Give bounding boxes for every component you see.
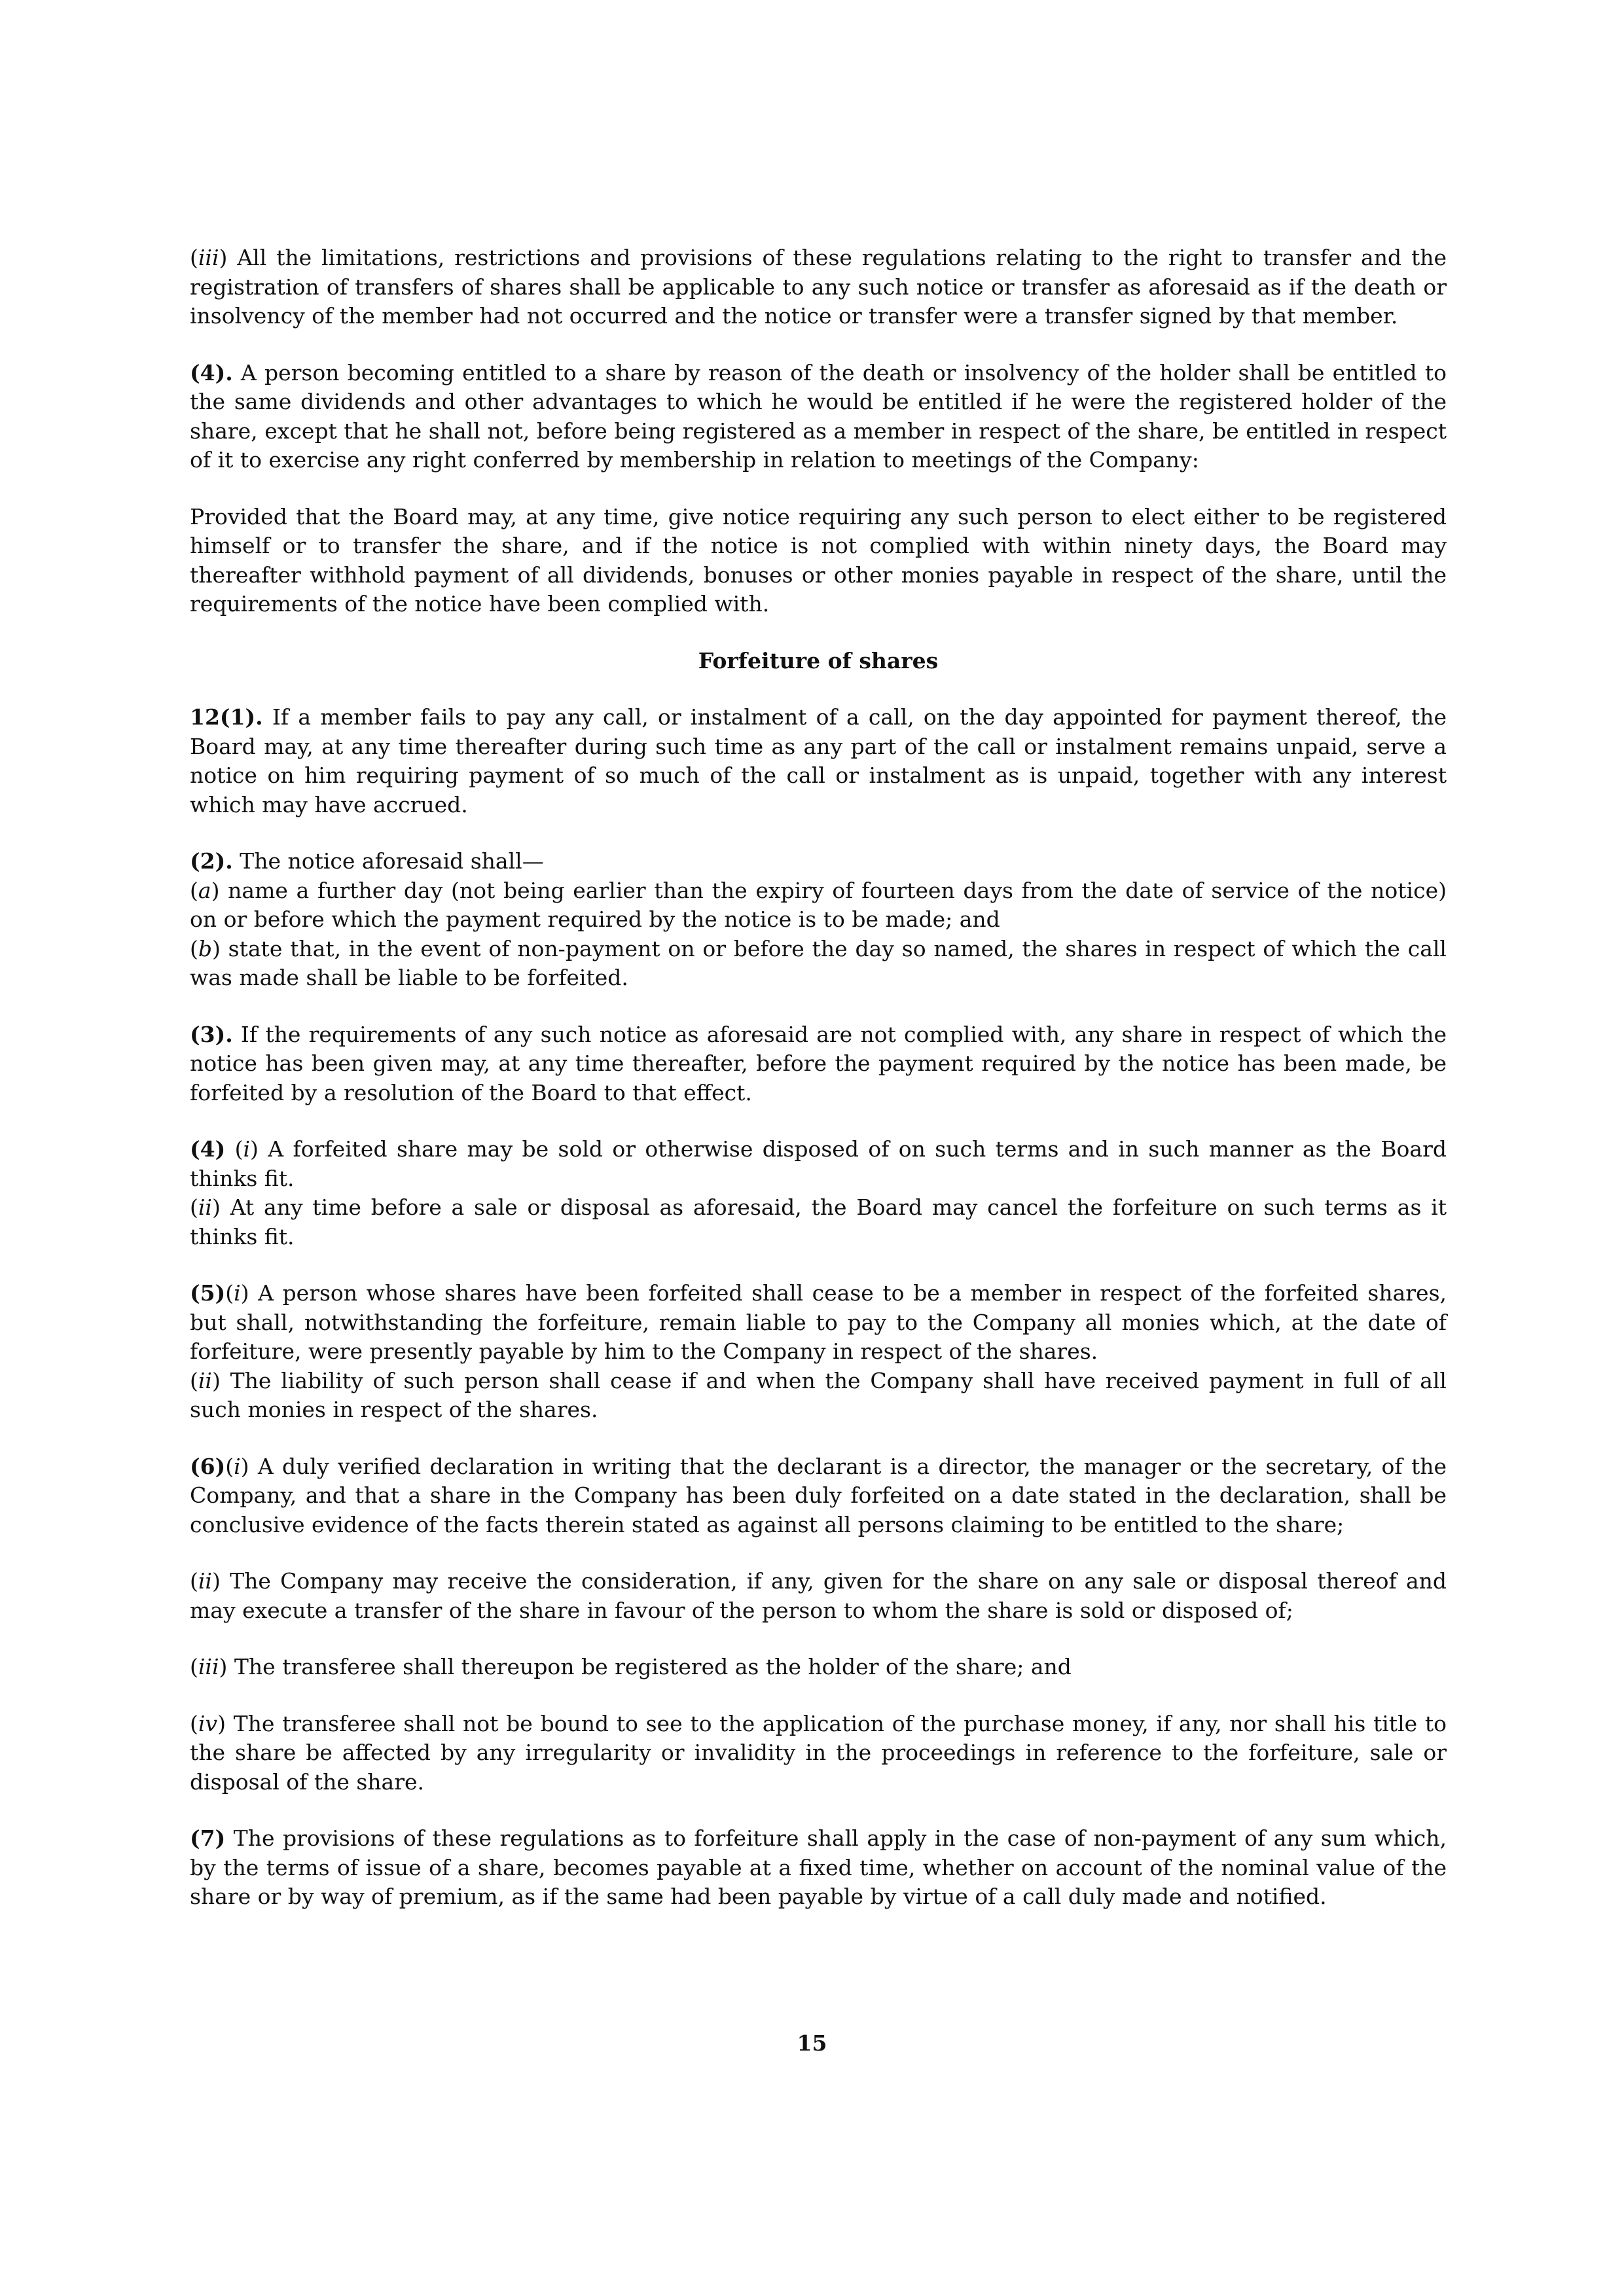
clause-4-forfeited-share: (4) (i) A forfeited share may be sold or otherwise disposed of on such terms and in such manner as the Board thinks fit. (ii) At any time before a sale or disposal as aforesaid, the Board may cancel the forfeiture on such terms as it thinks fit. (190, 1136, 1447, 1249)
clause-sub-label: iv (198, 1710, 218, 1736)
clause-text: If the requirements of any such notice as aforesaid are not complied with, any share in respect of which the notice has been given may, at any time thereafter, before the payment required by the notice has been made, be forfeited by a resolution of the Board to that effect. (190, 1021, 1447, 1105)
clause-iii-transfer-limitations: (iii) All the limitations, restrictions and provisions of these regulations relating to the right to transfer and the registration of transfers of shares shall be applicable to any such notice or transfer as aforesaid as if the death or insolvency of the member had not occurred and the notice or transfer were a transfer signed by that member. (190, 245, 1447, 329)
clause-5-cease-member: (5)(i) A person whose shares have been forfeited shall cease to be a member in respect of the forfeited shares, but shall, notwithstanding the forfeiture, remain liable to pay to the Company all monies which, at the date of forfeiture, were presently payable by him to the Company in respect of the shares. (ii) The liability of such person shall cease if and when the Company shall have received payment in full of all such monies in respect of the shares. (190, 1280, 1447, 1422)
clause-label: (5) (190, 1280, 226, 1306)
clause-label: (3). (190, 1021, 233, 1047)
proviso-text: Provided that the Board may, at any time, give notice requiring any such person to elect either to be registered himself or to transfer the share, and if the notice is not complied with within ninety days, the Board may thereafter withhold payment of all dividends, bonuses or other monies payable in respect of the share, until the requirements of the notice have been complied with. (190, 503, 1447, 617)
clause-text: state that, in the event of non-payment on or before the day so named, the shares in respect of which the call was made shall be liable to be forfeited. (190, 935, 1447, 990)
document-page (190, 243, 1447, 1939)
clause-7-non-payment (190, 1824, 1447, 1912)
clause-text: name a further day (not being earlier than the expiry of fourteen days from the date of service of the notice) on or before which the payment required by the notice is to be made; and (190, 877, 1447, 932)
clause-text: At any time before a sale or disposal as aforesaid, the Board may cancel the forfeiture on such terms as it thinks fit. (190, 1194, 1447, 1249)
clause-text: A person whose shares have been forfeited shall cease to be a member in respect of the forfeited shares, but shall, notwithstanding the forfeiture, remain liable to pay to the Company all monies which, at the date of forfeiture, were presently payable by him to the Company in respect of the shares. (190, 1280, 1447, 1364)
clause-label: (6) (190, 1453, 226, 1479)
proviso-paragraph (190, 503, 1447, 619)
clause-sub-label: i (234, 1280, 241, 1306)
clause-3-forfeit (190, 1020, 1447, 1108)
clause-text: The transferee shall not be bound to see to the application of the purchase money, if any, nor shall his title to the share be affected by any irregularity or invalidity in the proceedings in reference to the forfeiture, sale or disposal of the share. (190, 1710, 1447, 1795)
clause-text: The transferee shall thereupon be registered as the holder of the share; and (227, 1654, 1072, 1679)
clause-label: (4). (190, 359, 233, 386)
page-number: 15 (797, 2030, 827, 2056)
clause-sub-label: a (198, 877, 211, 903)
clause-text: The provisions of these regulations as to forfeiture shall apply in the case of non-payment of any sum which, by the terms of issue of a share, becomes payable at a fixed time, whether on account of the nominal value of the share or by way of premium, as if the same had been payable by virtue of a call duly made and notified. (190, 1825, 1447, 1909)
clause-label: (7) (190, 1825, 226, 1851)
clause-4-entitlement (190, 359, 1447, 475)
clause-6-iii-registration: (iii) The transferee shall thereupon be registered as the holder of the share; and (190, 1654, 1072, 1679)
clause-intro: The notice aforesaid shall— (232, 848, 544, 874)
clause-6-ii-consideration: (ii) The Company may receive the consideration, if any, given for the share on any sale or disposal thereof and may execute a transfer of the share in favour of the person to whom the share is sold or disposed of; (190, 1568, 1447, 1623)
clause-sub-label: i (234, 1453, 241, 1479)
clause-text: A duly verified declaration in writing that the declarant is a director, the manager or the secretary, of the Company, and that a share in the Company has been duly forfeited on a date stated in the declaration, shall be conclusive evidence of the facts therein stated as against all persons claiming to be entitled to the share; (190, 1453, 1447, 1537)
clause-12-1 (190, 703, 1447, 819)
clause-sub-label: iii (198, 245, 219, 270)
clause-text: If a member fails to pay any call, or instalment of a call, on the day appointed for payment thereof, the Board may, at any time thereafter during such time as any part of the call or instalment remains unpaid, serve a notice on him requiring payment of so much of the call or instalment as is unpaid, together with any interest which may have accrued. (190, 704, 1447, 817)
clause-sub-label: iii (198, 1654, 219, 1679)
section-heading: Forfeiture of shares (698, 647, 939, 673)
clause-text: All the limitations, restrictions and provisions of these regulations relating to the right to transfer and the registration of transfers of shares shall be applicable to any such notice or transfer as aforesaid as if the death or insolvency of the member had not occurred and the notice or transfer were a transfer signed by that member. (190, 245, 1447, 329)
clause-text: The liability of such person shall cease if and when the Company shall have received payment in full of all such monies in respect of the shares. (190, 1367, 1447, 1422)
clause-sub-label: ii (198, 1367, 212, 1393)
clause-label: 12(1). (190, 704, 263, 730)
clause-label: (2). (190, 848, 233, 874)
clause-6-i-declaration: (6)(i) A duly verified declaration in writing that the declarant is a director, the manager or the secretary, of the Company, and that a share in the Company has been duly forfeited on a date stated in the declaration, shall be conclusive evidence of the facts therein stated as against all persons claiming to be entitled to the share; (190, 1453, 1447, 1537)
clause-text: A person becoming entitled to a share by reason of the death or insolvency of the holder shall be entitled to the same dividends and other advantages to which he would be entitled if he were the registered holder of the share, except that he shall not, before being registered as a member in respect of the share, be entitled in respect of it to exercise any right conferred by membership in relation to meetings of the Company: (190, 359, 1447, 473)
clause-text: The Company may receive the consideration, if any, given for the share on any sale or disposal thereof and may execute a transfer of the share in favour of the person to whom the share is sold or disposed of; (190, 1568, 1447, 1623)
clause-2-notice: (2). The notice aforesaid shall— (a) name a further day (not being earlier than the expiry of fourteen days from the date of service of the notice) on or before which the payment required by the notice is to be made; and (b) state that, in the event of non-payment on or before the day so named, the shares in respect of which the call was made shall be liable to be forfeited. (190, 848, 1447, 990)
clause-6-iv-title: (iv) The transferee shall not be bound to see to the application of the purchase money, if any, nor shall his title to the share be affected by any irregularity or invalidity in the proceedings in reference to the forfeiture, sale or disposal of the share. (190, 1710, 1447, 1795)
clause-sub-label: ii (198, 1568, 212, 1594)
clause-label: (4) (190, 1136, 226, 1162)
clause-sub-label: i (243, 1136, 251, 1162)
clause-text: A forfeited share may be sold or otherwise disposed of on such terms and in such manner as the Board thinks fit. (190, 1136, 1447, 1191)
clause-sub-label: b (198, 935, 212, 961)
clause-sub-label: ii (198, 1194, 212, 1220)
